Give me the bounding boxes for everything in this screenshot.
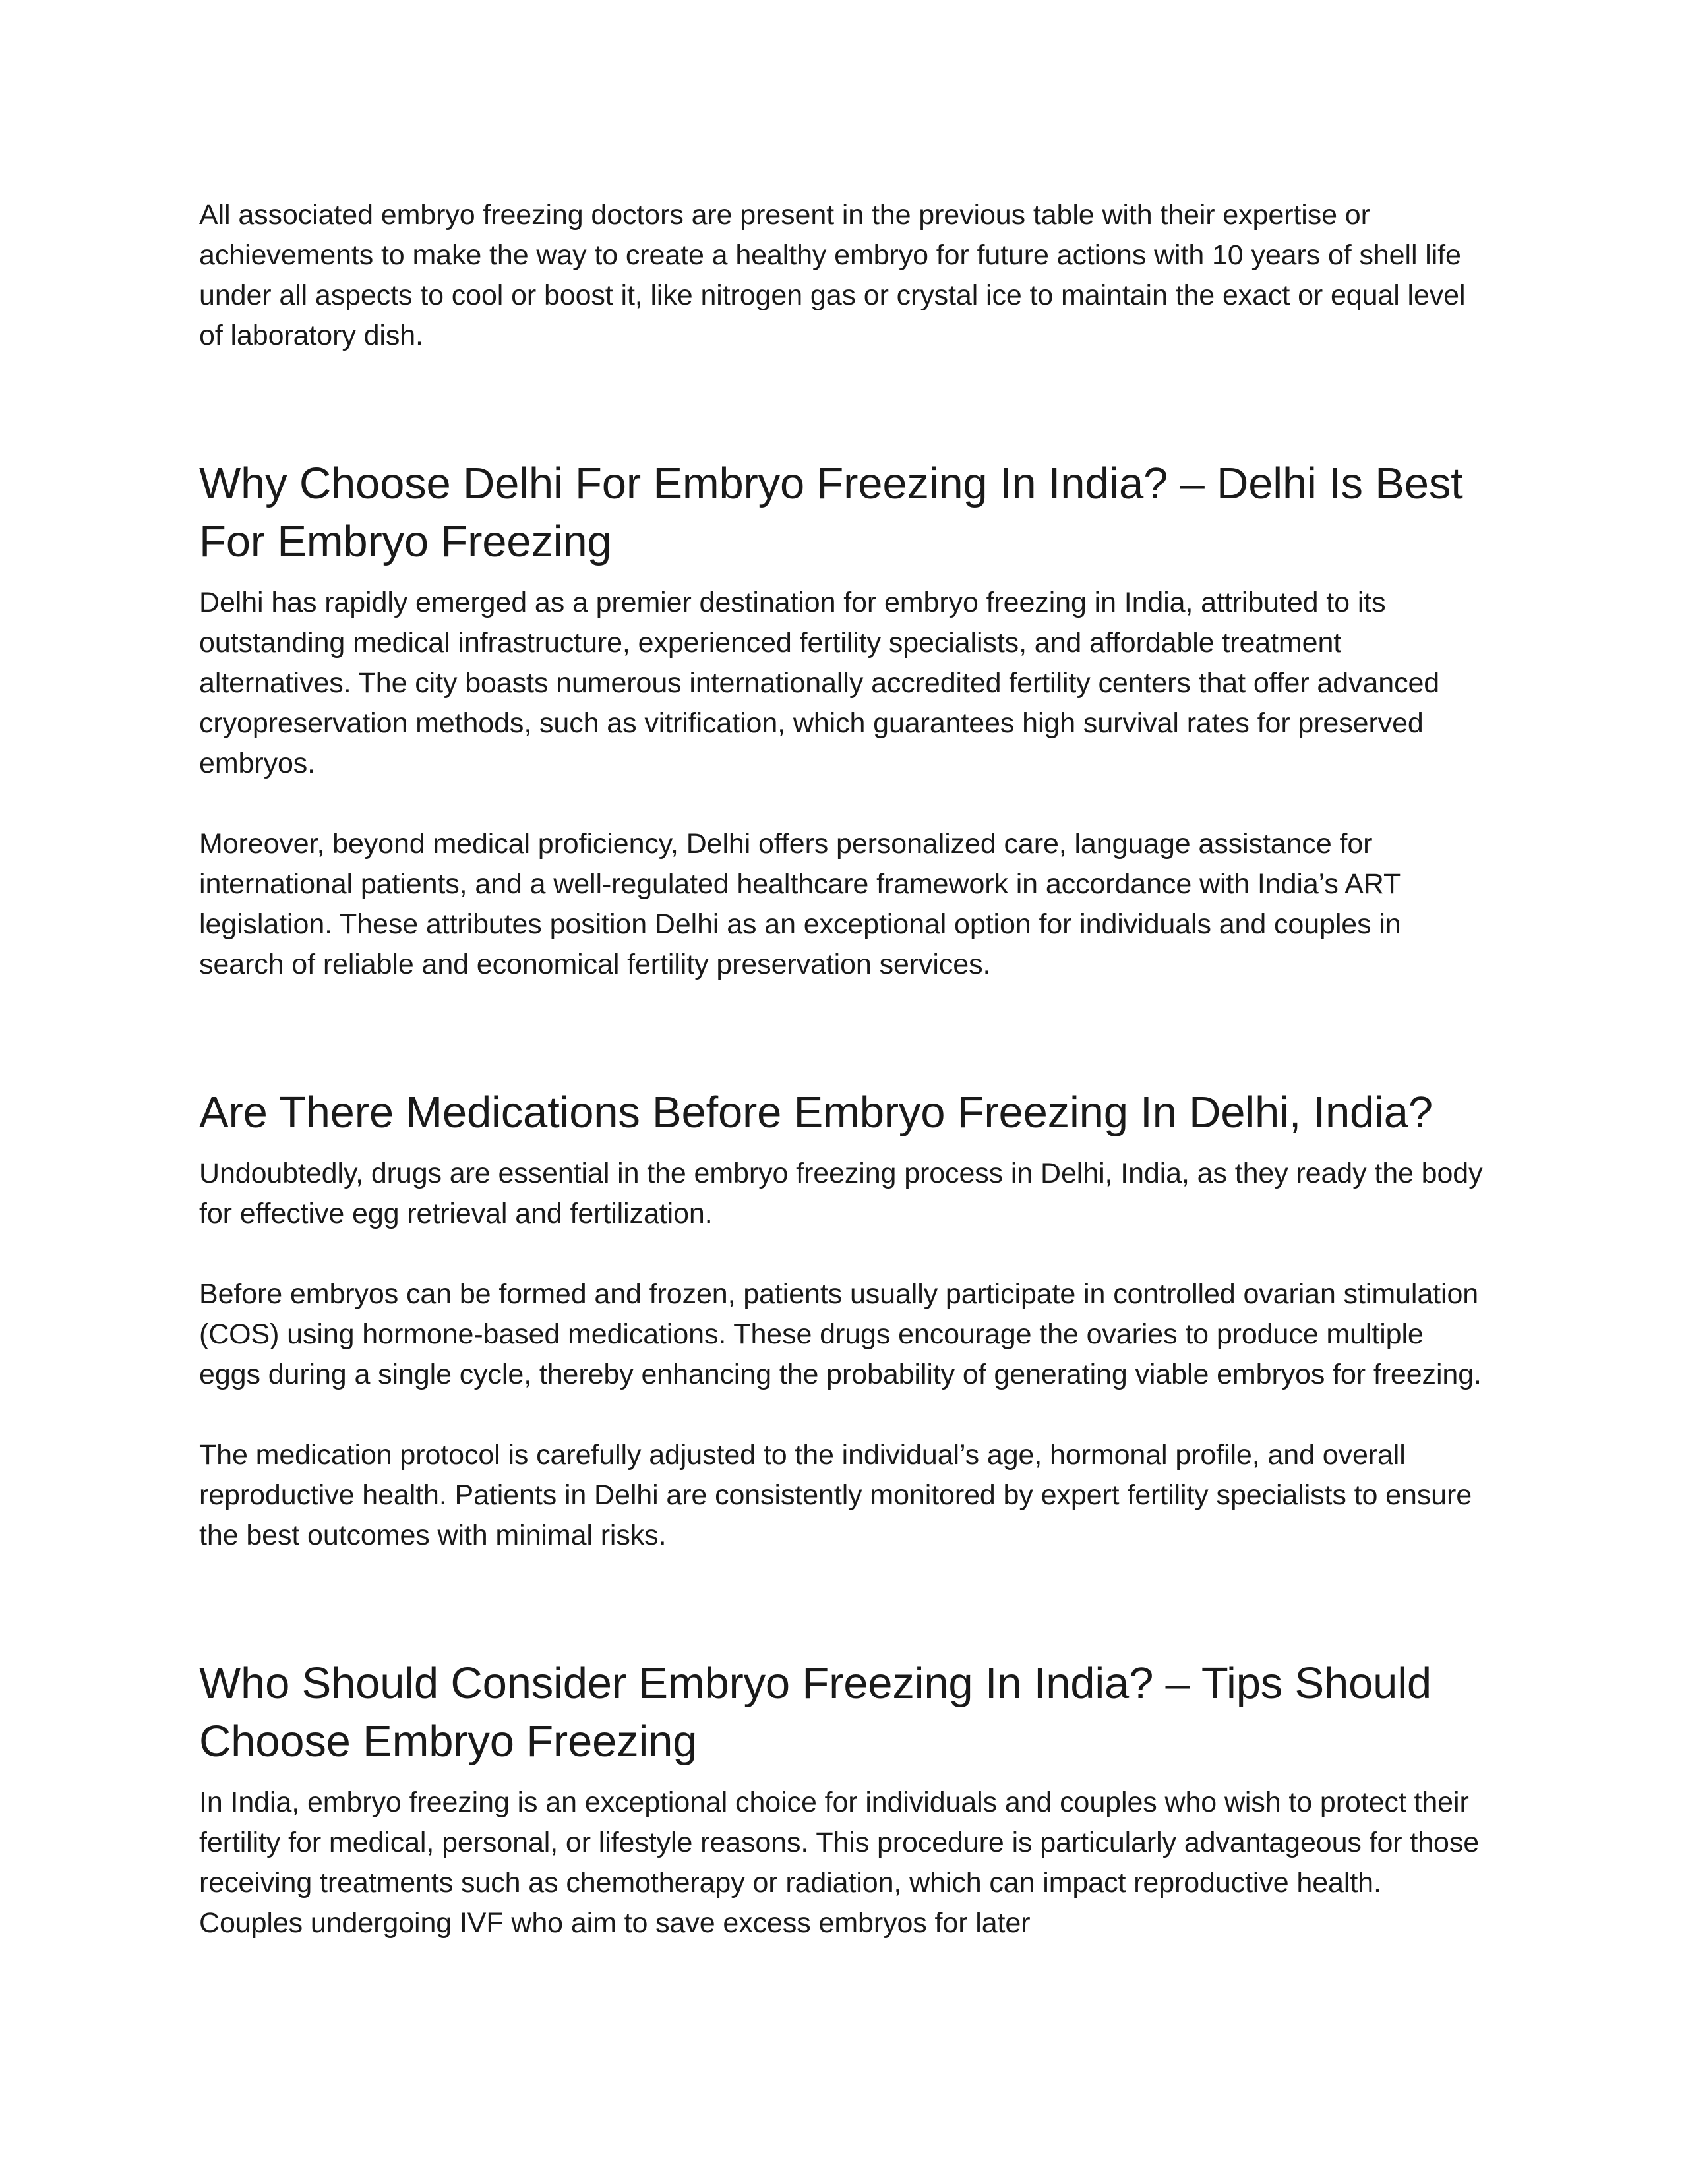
section-paragraph: Delhi has rapidly emerged as a premier destination for embryo freezing in India, attributed to its outstanding medical infrastructure, experienced fertility specialists, and affordable treatment alternatives. The city boasts numerous internationally accredited fertility centers that offer advanced cryopreservation methods, such as vitrification, which guarantees high survival rates for preserved embryos. bbox=[199, 587, 1440, 779]
section-heading: Who Should Consider Embryo Freezing In India? – Tips Should Choose Embryo Freezing bbox=[199, 1659, 1432, 1766]
section-heading: Are There Medications Before Embryo Freezing In Delhi, India? bbox=[199, 1088, 1433, 1137]
section-paragraph: The medication protocol is carefully adjusted to the individual’s age, hormonal profile, and overall reproductive health. Patients in Delhi are consistently monitored by expert fertility specialists to ensure the best outcomes with minimal risks. bbox=[199, 1439, 1472, 1551]
section-medications bbox=[199, 1084, 1489, 1556]
section-paragraph: Undoubtedly, drugs are essential in the embryo freezing process in Delhi, India, as they ready the body for effective egg retrieval and fertilization. bbox=[199, 1158, 1483, 1229]
section-paragraph: Moreover, beyond medical proficiency, Delhi offers personalized care, language assistance for international patients, and a well-regulated healthcare framework in accordance with India’s ART legislation. These attributes position Delhi as an exceptional option for individuals and couples in search of reliable and economical fertility preservation services. bbox=[199, 828, 1401, 980]
document-page bbox=[199, 195, 1489, 1943]
section-heading: Why Choose Delhi For Embryo Freezing In India? – Delhi Is Best For Embryo Freezing bbox=[199, 459, 1463, 566]
section-why-delhi bbox=[199, 455, 1489, 985]
section-paragraph: In India, embryo freezing is an exceptional choice for individuals and couples who wish to protect their fertility for medical, personal, or lifestyle reasons. This procedure is particularly advantageous for those receiving treatments such as chemotherapy or radiation, which can impact reproductive health. Couples undergoing IVF who aim to save excess embryos for later bbox=[199, 1786, 1480, 1939]
section-paragraph: Before embryos can be formed and frozen, patients usually participate in controlled ovarian stimulation (COS) using hormone-based medications. These drugs encourage the ovaries to produce multiple eggs during a single cycle, thereby enhancing the probability of generating viable embryos for freezing. bbox=[199, 1278, 1482, 1390]
section-who-should-consider bbox=[199, 1655, 1489, 1943]
intro-paragraph: All associated embryo freezing doctors are present in the previous table with their expertise or achievements to make the way to create a healthy embryo for future actions with 10 years of shell life under all aspects to cool or boost it, like nitrogen gas or crystal ice to maintain the exact or equal level of laboratory dish. bbox=[199, 199, 1466, 351]
